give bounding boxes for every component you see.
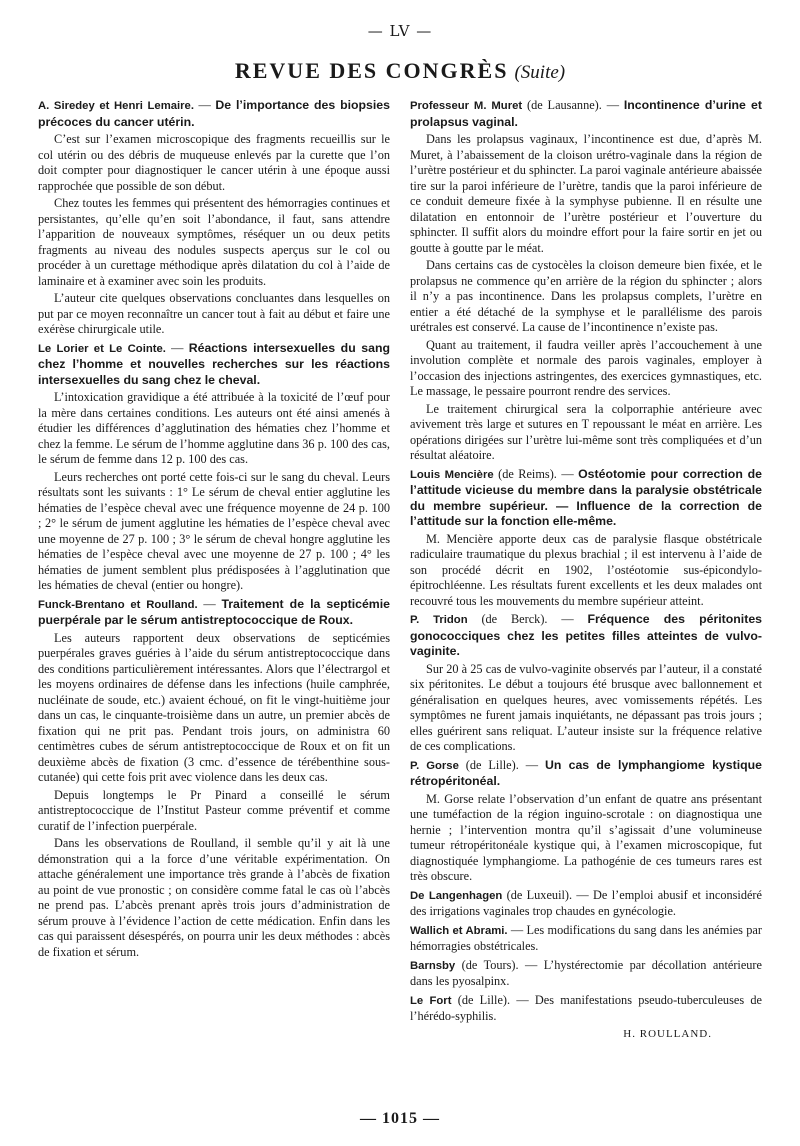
article-heading bbox=[38, 98, 390, 130]
article-heading bbox=[410, 958, 762, 990]
article-summary: De l’emploi abusif et inconsidéré des irrigations vaginales trop chaudes en gynécologie. bbox=[410, 887, 762, 918]
article-location: (de Reims). bbox=[493, 466, 557, 481]
article-paragraph: Quant au traitement, il faudra veiller après l’accouchement à une involution complète et normale des parois vaginales, employer à l’occasion des injections astringentes, des exercices gymnastiques, etc. Le massage, le pessaire pourront rendre des services. bbox=[410, 337, 762, 398]
article-summary: Les modifications du sang dans les anémies par hémorragies obstétricales. bbox=[410, 922, 762, 953]
article-heading bbox=[38, 341, 390, 389]
article-paragraph: C’est sur l’examen microscopique des fragments recueillis sur le col utérin ou des débris de muqueuse enlevés par la curette que l’on doit compter pour diagnostiquer le cancer utérin à une époque aussi rapprochée que possible de son début. bbox=[38, 132, 390, 193]
article-heading bbox=[410, 758, 762, 790]
article-paragraph: Chez toutes les femmes qui présentent des hémorragies continues et persistantes, qu’elle qu’en soit l’abondance, il faut, sans attendre l’apparition de nouveaux symptômes, réséquer un ou deux petits fragments au niveau des nodules suspects aperçus sur le col ou procéder à un curettage méthodique après dilatation du col à l’aide de laminaire et à examiner avec soin les produits. bbox=[38, 196, 390, 288]
article-paragraph: M. Gorse relate l’observation d’un enfant de quatre ans présentant une tuméfaction de la région inguino-scrotale : on diagnostiqua une hernie ; l’intervention montra qu’il s’agissait d’une volumineuse tumeur rétropéritonéale kystique qui, à l’examen microscopique, fut diagnostiquée lymphangiome. La pathogénie de ces tumeurs rares est très obscure. bbox=[410, 791, 762, 883]
article-paragraph: L’intoxication gravidique a été attribuée à la toxicité de l’œuf pour la mère dans certaines conditions. Les auteurs ont été ainsi amenés à étudier les différences d’agglutination des hématies chez l’homme et chez la femme. Le sérum de l’homme agglutine dans 36 p. 100 des cas, le sérum de femme dans 12 p. 100 des cas. bbox=[38, 390, 390, 466]
signature: H. ROULLAND. bbox=[623, 1027, 712, 1040]
article-dash: — bbox=[601, 98, 624, 112]
article-summary: Des manifestations pseudo-tuberculeuses de l’hérédo-syphilis. bbox=[410, 992, 762, 1023]
article-author: P. Tridon bbox=[410, 614, 468, 626]
article-dash: — bbox=[556, 466, 579, 481]
article-author: Louis Mencière bbox=[410, 468, 494, 481]
article-heading bbox=[410, 888, 762, 920]
article-dash: — bbox=[197, 596, 222, 611]
right-column bbox=[410, 95, 762, 1042]
article-paragraph: Depuis longtemps le Pr Pinard a conseillé le sérum antistreptococcique de l’Institut Pasteur comme préventif et comme curatif de l’infection puerpérale. bbox=[38, 787, 390, 833]
article-location: (de Tours). bbox=[455, 957, 519, 972]
article-heading bbox=[38, 597, 390, 629]
article-title: Traitement de la septicémie puerpérale par le sérum antistreptococcique de Roux. bbox=[38, 596, 390, 627]
page-roman-numeral: — LV — bbox=[367, 22, 433, 40]
article-paragraph: M. Mencière apporte deux cas de paralysie flasque obstétricale radiculaire traumatique du plexus brachial ; il est intervenu à l’aide de son procédé décrit en 1902, l’ostéotomie sus-épicondylo-épitrochléenne. Les résultats furent excellents et les deux malades ont recouvré tous les mouvements du membre supérieur atteint. bbox=[410, 531, 762, 608]
left-column bbox=[38, 95, 390, 962]
article-author: Le Lorier et Le Cointe. bbox=[38, 342, 166, 355]
article-dash: — bbox=[165, 340, 189, 355]
article-title: De l’importance des biopsies précoces du cancer utérin. bbox=[38, 98, 390, 129]
article-author: De Langenhagen bbox=[410, 889, 503, 902]
article-paragraph: Sur 20 à 25 cas de vulvo-vaginite observés par l’auteur, il a constaté six péritonites. Le début a toujours été brusque avec ballonnement et généralisation en quelques heures, avec vomissements répétés. Les symptômes ne furent jamais inquiétants, ne dépassant pas trois jours ; elles guérirent sans reliquat. L’auteur insiste sur la fréquence relative de ces complications. bbox=[410, 661, 762, 753]
article-paragraph: Dans les prolapsus vaginaux, l’incontinence est due, d’après M. Muret, à l’abaissement de la cloison urétro-vaginale dans la région de l’urètre postérieur et du sphincter. La paroi vaginale antérieure abaissée tire sur la paroi inférieure de l’urètre, tandis que la paroi inférieure de ce conduit demeure fixée à la symphyse pubienne. Il en résulte une dilatation en entonnoir de l’urètre postérieur et l’ouverture du sphincter. Il suffit alors du moindre effort pour la faire sortir en jet ou goutte à goutte par le méat. bbox=[410, 132, 762, 255]
article-heading bbox=[410, 993, 762, 1025]
article-paragraph: Dans certains cas de cystocèles la cloison demeure bien fixée, et le prolapsus ne commence qu’en arrière de la région du sphincter ; alors il n’y a pas incontinence. Dans les prolapsus complets, l’urètre en entier a été détaché de la symphyse et le parallélisme des parois urétrales est conservé. La cause de l’incontinence n’existe pas. bbox=[410, 258, 762, 334]
article-dash: — bbox=[507, 922, 527, 937]
article-title: Un cas de lymphangiome kystique rétropéritonéal. bbox=[410, 757, 762, 788]
article-heading bbox=[410, 612, 762, 660]
article-paragraph: Dans les observations de Roulland, il semble qu’il y ait là une démonstration qui a la force d’une véritable expérimentation. On attache généralement une importance très grande à l’abcès de fixation au point de vue pronostic ; on considère comme fatal le cas où l’abcès ne prend pas. L’abcès prenant après trois jours d’administration de sérum prouve à l’évidence l’action de cette médication. Enfin dans les cas qui paraissent désespérés, on pourra unir les deux méthodes : abcès de fixation et sérum. bbox=[38, 836, 390, 959]
article-heading bbox=[410, 467, 762, 530]
article-location: (de Luxeuil). bbox=[502, 887, 573, 902]
article-location: (de Lausanne). bbox=[522, 98, 602, 112]
article-author: A. Siredey et Henri Lemaire. bbox=[38, 100, 194, 112]
article-location: (de Berck). bbox=[467, 612, 548, 626]
article-dash: — bbox=[193, 98, 216, 112]
article-title: Ostéotomie pour correction de l’attitude vicieuse du membre dans la paralysie obstétricale du membre supérieur. — Influence de la correction de l’attitude sur la fonction elle-même. bbox=[410, 466, 762, 528]
article-author: Le Fort bbox=[410, 994, 452, 1007]
article-author: P. Gorse bbox=[410, 759, 459, 772]
article-dash: — bbox=[547, 612, 588, 626]
article-dash: — bbox=[572, 887, 594, 902]
article-paragraph: L’auteur cite quelques observations concluantes dans lesquelles on put par ce moyen reconnaître un cancer tout à fait au début et faire une exérèse chirurgicale utile. bbox=[38, 291, 390, 336]
article-title: Fréquence des péritonites gonococciques chez les petites filles atteintes de vulvo-vaginite. bbox=[410, 612, 762, 658]
page-title bbox=[0, 58, 800, 84]
article-author: Barnsby bbox=[410, 959, 456, 972]
article-dash: — bbox=[518, 757, 545, 772]
title-suite: (Suite) bbox=[514, 62, 566, 83]
article-dash: — bbox=[510, 992, 535, 1007]
article-location: (de Lille). bbox=[451, 992, 511, 1007]
article-paragraph: Le traitement chirurgical sera la colporraphie antérieure avec avivement très large et sutures en T repoussant le méat en arrière. Les opérations dirigées sur l’urètre lui-même sont très compliquées et d’un résultat aléatoire. bbox=[410, 401, 762, 462]
article-title: Incontinence d’urine et prolapsus vaginal. bbox=[410, 98, 762, 129]
article-author: Funck-Brentano et Roulland. bbox=[38, 598, 198, 611]
title-text: REVUE DES CONGRÈS bbox=[234, 58, 509, 83]
article-heading bbox=[410, 98, 762, 130]
page-number: — 1015 — bbox=[360, 1110, 440, 1127]
article-paragraph: Les auteurs rapportent deux observations de septicémies puerpérales graves guéries à l’aide du sérum antistreptococcique dans des conditions particulièrement intéressantes. Alors que l’électrargol et les moyens ordinaires de défense dans les infections (huile camphrée, nucléinate de soude, etc.) avaient échoué, on fit le vingt-huitième jour dans un cas, le cinquante-troisième dans un autre, un premier abcès de fixation qui ne prit pas. Pendant trois jours, on administra 60 centimètres cubes de sérum antistreptococcique de Roux et on fit un deuxième abcès de fixation (3 cmc. d’essence de térébenthine sous-cutanée) qui cette fois prit avec violence dans les deux cas. bbox=[38, 630, 390, 784]
article-location: (de Lille). bbox=[458, 757, 519, 772]
article-heading bbox=[410, 923, 762, 955]
article-title: Réactions intersexuelles du sang chez l’homme et nouvelles recherches sur les réactions intersexuelles du sang chez le cheval. bbox=[38, 340, 390, 387]
article-author: Wallich et Abrami. bbox=[410, 924, 508, 937]
article-dash: — bbox=[518, 957, 544, 972]
article-author: Professeur M. Muret bbox=[410, 100, 523, 112]
article-paragraph: Leurs recherches ont porté cette fois-ci sur le sang du cheval. Leurs résultats sont les suivants : 1° Le sérum de cheval entier agglutine les hématies de l’espèce cheval avec une fréquence moyenne de 24 p. 100 ; 2° le sérum de jument agglutine les hématies de l’espèce cheval avec une moyenne de 27 p. 100 ; 3° le sérum de cheval hongre agglutine les hématies de l’espèce cheval avec une moyenne de 27 p. 100 ; 4° les hématies de jument semblent plus prédisposées à l’agglutination que les hématies de cheval (entier ou hongre). bbox=[38, 469, 390, 592]
article-summary: L’hystérectomie par décollation antérieure dans les pyosalpinx. bbox=[410, 957, 762, 988]
